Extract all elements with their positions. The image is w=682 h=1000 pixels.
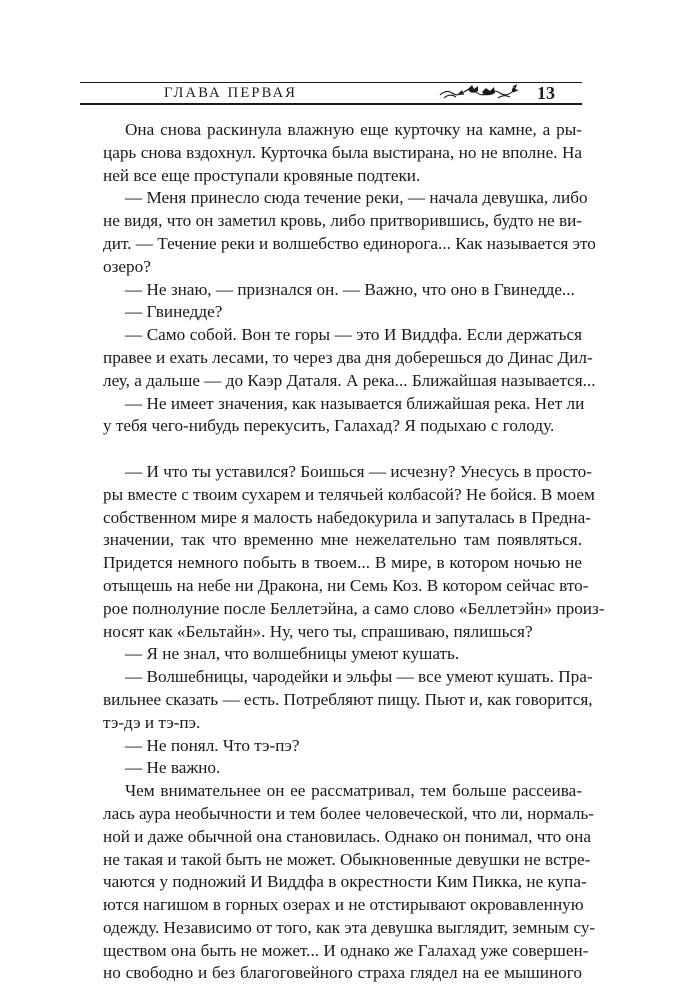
text-line: Чем внимательнее он ее рассматривал, тем больше рассеива- (125, 781, 582, 801)
running-header (80, 82, 582, 104)
text-line: ней все еще проступали кровяные подтеки. (103, 165, 421, 185)
text-line: — Не понял. Что тэ-пэ? (125, 735, 300, 755)
text-line: Она снова раскинула влажную еще курточку на камне, а ры- (125, 120, 582, 139)
text-line: носят как «Бельтайн». Ну, чего ты, спрашиваю, пялишься? (103, 621, 533, 641)
text-line: — Меня принесло сюда течение реки, — начала девушка, либо (125, 188, 588, 208)
text-line: у тебя чего-нибудь перекусить, Галахад? Я подыхаю с голоду. (103, 416, 555, 436)
dragon-ornament-icon (438, 83, 520, 103)
text-line: отыщешь на небе ни Дракона, ни Семь Коз. В котором сейчас вто- (103, 575, 589, 595)
text-line: ры вместе с твоим сухарем и телячьей колбасой? Не бойся. В моем (103, 484, 595, 504)
text-block-1 (103, 119, 596, 438)
text-line: вильнее сказать — есть. Потребляют пищу. Пьют и, как говорится, (103, 689, 593, 709)
chapter-title: ГЛАВА ПЕРВАЯ (164, 85, 298, 101)
text-line: собственном мире я малость набедокурила и запуталась в Предна- (103, 507, 591, 527)
text-line: — Само собой. Вон те горы — это И Виддфа. Если держаться (125, 325, 582, 345)
text-line: Придется немного побыть в твоем... В мире, в котором ночью не (103, 553, 582, 573)
text-line: но свободно и без благоговейного страха глядел на ее мышиного (103, 963, 582, 983)
text-line: правее и ехать лесами, то через два дня доберешься до Динас Дил- (103, 347, 593, 367)
text-line: чаются у подножий И Виддфа в окрестности Ким Пикка, не купа- (103, 872, 587, 892)
text-line: не видя, что он заметил кровь, либо притворившись, будто не ви- (103, 211, 582, 231)
text-line: — И что ты уставился? Боишься — исчезну? Унесусь в просто- (125, 461, 592, 481)
text-line: ются нагишом в горных озерах и не отстирывают окровавленную (103, 895, 584, 915)
text-line: одежду. Независимо от того, как эта девушка выглядит, земным су- (103, 917, 596, 937)
text-line: не такая и такой быть не может. Обыкновенные девушки не встре- (103, 849, 591, 869)
section-gap (103, 438, 582, 461)
page-number: 13 (537, 83, 555, 103)
text-line: рое полнолуние после Беллетэйна, а само слово «Беллетэйн» произ- (103, 598, 605, 618)
text-line: тэ-дэ и тэ-пэ. (103, 712, 201, 732)
header-rule-bottom (80, 103, 582, 105)
text-line: ществом она быть не может... И однако же Галахад уже совершен- (103, 940, 589, 960)
text-line: — Не важно. (125, 758, 221, 778)
body-text (103, 119, 605, 985)
text-line: царь снова вздохнул. Курточка была выстирана, но не вполне. На (103, 142, 582, 162)
text-line: — Я не знал, что волшебницы умеют кушать. (125, 644, 460, 664)
text-line: дит. — Течение реки и волшебство единорога... Как называется это (103, 233, 596, 253)
text-line: — Не имеет значения, как называется ближайшая река. Нет ли (125, 393, 585, 413)
text-line: значении, так что временно мне нежелательно там появляться. (103, 530, 582, 550)
text-block-2 (103, 461, 605, 985)
text-line: ной и даже обычной она становилась. Однако он понимал, что она (103, 826, 591, 846)
text-line: озеро? (103, 256, 151, 276)
text-line: — Не знаю, — признался он. — Важно, что оно в Гвинедде... (125, 279, 575, 299)
text-line: — Гвинедде? (125, 302, 223, 322)
text-line: леу, а дальше — до Каэр Даталя. А река... Ближайшая называется... (103, 370, 596, 390)
text-line: лась аура необычности и тем более человеческой, что ли, нормаль- (103, 803, 594, 823)
text-line: — Волшебницы, чародейки и эльфы — все умеют кушать. Пра- (125, 667, 593, 687)
